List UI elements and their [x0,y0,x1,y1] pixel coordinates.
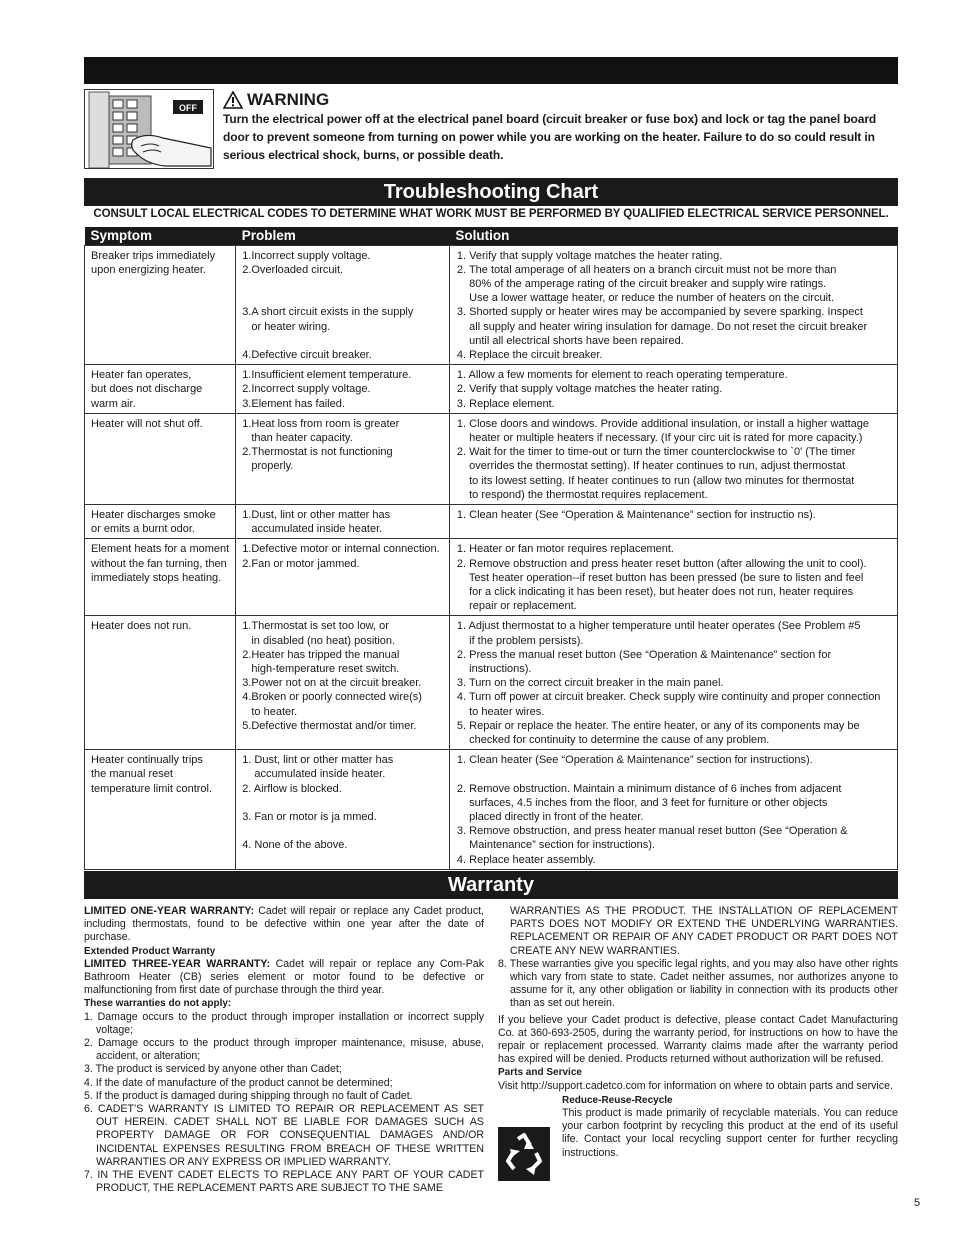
table-row [85,616,898,750]
header-problem: Problem [236,227,450,245]
table-row [85,539,898,616]
warranty-item-8: 8. These warranties give you specific legal rights, and you may also have other rights which vary from state to state. Cadet neither assumes, nor authorizes anyone to assume for it, any other obligation or liability in connection with its products other than as set out herein. [498,957,898,1010]
warranty-title: Warranty [84,871,898,899]
symptom-cell: Element heats for a moment without the fan turning, then immediately stops heating. [85,539,236,616]
off-label: OFF [179,103,197,113]
table-row [85,750,898,870]
symptom-cell: Breaker trips immediately upon energizing heater. [85,245,236,365]
solution-cell: 1. Adjust thermostat to a higher temperature until heater operates (See Problem #5 if the problem persists). 2. Press the manual reset button (See “Operation & Maintenance” section for instructions). 3. Turn on the correct circuit breaker in the main panel. 4. Turn off power at circuit breaker. Check supply wire continuity and proper connection to heater wires. 5. Repair or replace the heater. The entire heater, or any of its components may be checked for continuity to determine the cause of any problem. [449,616,897,750]
table-header-row [85,227,898,245]
warning-triangle-icon [223,91,243,109]
warranty-continued: WARRANTIES AS THE PRODUCT. THE INSTALLATION OF REPLACEMENT PARTS DOES NOT MODIFY OR EXTEND THE UNDERLYING WARRANTIES. REPLACEMENT OR REPAIR OF ANY CADET PRODUCT OR PART DOES NOT CREATE ANY NEW WARRANTIES. [510,905,898,957]
recycle-heading: Reduce-Reuse-Recycle [562,1094,673,1106]
recycle-text: This product is made primarily of recyclable materials. You can reduce your carbon footprint by recycling this product at the end of its useful life. Contact your local recycling support center for further recycling instructions. [562,1107,898,1159]
problem-cell: 1.Insufficient element temperature. 2.Incorrect supply voltage. 3.Element has failed. [236,365,450,414]
troubleshooting-title: Troubleshooting Chart [84,178,898,206]
solution-cell: 1. Heater or fan motor requires replacement. 2. Remove obstruction and press heater reset button (after allowing the unit to cool). Test heater operation--if reset button has been pressed (be sure to listen and feel for a click indicating it has been reset), but heater does not run, heater requires repair or replacement. [449,539,897,616]
warning-text: Turn the electrical power off at the electrical panel board (circuit breaker or fuse box) and lock or tag the panel board door to prevent someone from turning on power while you are working on the heater. Failure to do so could result in serious electrical shock, burns, or possible death. [223,112,877,162]
three-year-text: Cadet will repair or replace any Com-Pak Bathroom Heater (CB) series element or motor found to be defective or malfunctioning from first date of purchase through the third year. [84,957,484,997]
top-black-bar [84,57,898,84]
warranty-exclusion-item: 5. If the product is damaged during shipping through no fault of Cadet. [84,1089,413,1102]
symptom-cell: Heater does not run. [85,616,236,750]
problem-cell: 1.Incorrect supply voltage. 2.Overloaded circuit. 3.A short circuit exists in the supply or heater wiring. 4.Defective circuit breaker. [236,245,450,365]
warranty-exclusion-item: 3. The product is serviced by anyone other than Cadet; [84,1063,342,1076]
header-symptom: Symptom [85,227,236,245]
page-number: 5 [914,1197,921,1209]
three-year-label: LIMITED THREE-YEAR WARRANTY: [84,957,271,970]
exclusions-heading: These warranties do not apply: [84,998,232,1010]
problem-cell: 1.Defective motor or internal connection. 2.Fan or motor jammed. [236,539,450,616]
warranty-exclusion-item: 1. Damage occurs to the product through improper installation or incorrect supply voltage; [84,1010,484,1036]
warning-title [223,90,898,110]
table-row [85,413,898,504]
codes-notice: CONSULT LOCAL ELECTRICAL CODES TO DETERMINE WHAT WORK MUST BE PERFORMED BY QUALIFIED ELECTRICAL SERVICE PERSONNEL. [93,208,889,220]
solution-cell: 1. Clean heater (See “Operation & Maintenance” section for instructions). 2. Remove obstruction. Maintain a minimum distance of 6 inches from adjacent surfaces, 4.5 inches from the floor, and 3 feet for furniture or other objects placed directly in front of the heater. 3. Remove obstruction, and press heater manual reset button (See “Operation & Maintenance” section for instructions). 4. Replace heater assembly. [449,750,897,870]
header-solution: Solution [449,227,897,245]
breaker-panel-illustration [84,89,214,169]
table-row [85,245,898,365]
solution-cell: 1. Clean heater (See “Operation & Maintenance” section for instructio ns). [449,504,897,538]
parts-service-text: Visit http://support.cadetco.com for information on where to obtain parts and service. [498,1079,893,1092]
table-row [85,504,898,538]
table-row [85,365,898,414]
problem-cell: 1.Dust, lint or other matter has accumulated inside heater. [236,504,450,538]
symptom-cell: Heater continually trips the manual reset temperature limit control. [85,750,236,870]
one-year-text: Cadet will repair or replace any Cadet product, including thermostats, found to be defective within one year after the date of purchase. [84,905,484,944]
warning-box [223,90,898,164]
warranty-exclusion-item: 6. CADET’S WARRANTY IS LIMITED TO REPAIR OR REPLACEMENT AS SET OUT HEREIN. CADET SHALL NOT BE LIABLE FOR DAMAGES SUCH AS PROPERTY DAMAGE OR FOR CONSEQUENTIAL DAMAGES AND/OR INCIDENTAL EXPENSES RESULTING FROM BREACH OF THESE WRITTEN WARRANTIES OR ANY EXPRESS OR IMPLIED WARRANTY. [84,1103,484,1168]
recycle-icon [498,1127,550,1181]
symptom-cell: Heater will not shut off. [85,413,236,504]
one-year-label: LIMITED ONE-YEAR WARRANTY: [84,905,255,917]
problem-cell: 1.Thermostat is set too low, or in disabled (no heat) position. 2.Heater has tripped the manual high-temperature reset switch. 3.Power not on at the circuit breaker. 4.Broken or poorly connected wire(s) to heater. 5.Defective thermostat and/or timer. [236,616,450,750]
warranty-left-column [84,905,484,1195]
solution-cell: 1. Allow a few moments for element to reach operating temperature. 2. Verify that supply voltage matches the heater rating. 3. Replace element. [449,365,897,414]
solution-cell: 1. Verify that supply voltage matches the heater rating. 2. The total amperage of all heaters on a branch circuit must not be more than 80% of the amperage rating of the circuit breaker and supply wire ratings. Use a lower wattage heater, or reduce the number of heaters on the circuit. 3. Shorted supply or heater wires may be accompanied by severe sparking. Inspect all supply and heater wiring insulation for damage. Do not reset the circuit breaker until all electrical shorts have been repaired. 4. Replace the circuit breaker. [449,245,897,365]
warranty-exclusion-item: 4. If the date of manufacture of the product cannot be determined; [84,1076,393,1089]
parts-service-heading: Parts and Service [498,1067,582,1079]
warning-title-text: WARNING [247,90,330,109]
defective-paragraph: If you believe your Cadet product is defective, please contact Cadet Manufacturing Co. at 360-693-2505, during the warranty period, for instructions on how to have the repair or replacement processed. Warranty claims made after the warranty period has expired will be denied. Products returned without authorization will be refused. [498,1013,898,1066]
symptom-cell: Heater discharges smoke or emits a burnt odor. [85,504,236,538]
solution-cell: 1. Close doors and windows. Provide additional insulation, or install a higher wattage heater or multiple heaters if necessary. (If your circ uit is rated for more capacity.) 2. Wait for the timer to time-out or turn the timer counterclockwise to `0' (The timer overrides the thermostat setting). If heater continues to run, adjust thermostat to its lowest setting. If heater continues to run (allow two minutes for thermostat to respond) the thermostat requires replacement. [449,413,897,504]
problem-cell: 1.Heat loss from room is greater than heater capacity. 2.Thermostat is not functioning properly. [236,413,450,504]
warranty-exclusion-item: 2. Damage occurs to the product through improper maintenance, misuse, abuse, accident, or alteration; [84,1037,484,1063]
troubleshooting-table [84,227,898,870]
symptom-cell: Heater fan operates, but does not discharge warm air. [85,365,236,414]
warranty-exclusion-item: 7. IN THE EVENT CADET ELECTS TO REPLACE ANY PART OF YOUR CADET PRODUCT, THE REPLACEMENT PARTS ARE SUBJECT TO THE SAME [84,1169,484,1195]
extended-warranty-heading: Extended Product Warranty [84,945,216,957]
warranty-right-column [498,905,898,1160]
problem-cell: 1. Dust, lint or other matter has accumulated inside heater. 2. Airflow is blocked. 3. Fan or motor is ja mmed. 4. None of the above. [236,750,450,870]
